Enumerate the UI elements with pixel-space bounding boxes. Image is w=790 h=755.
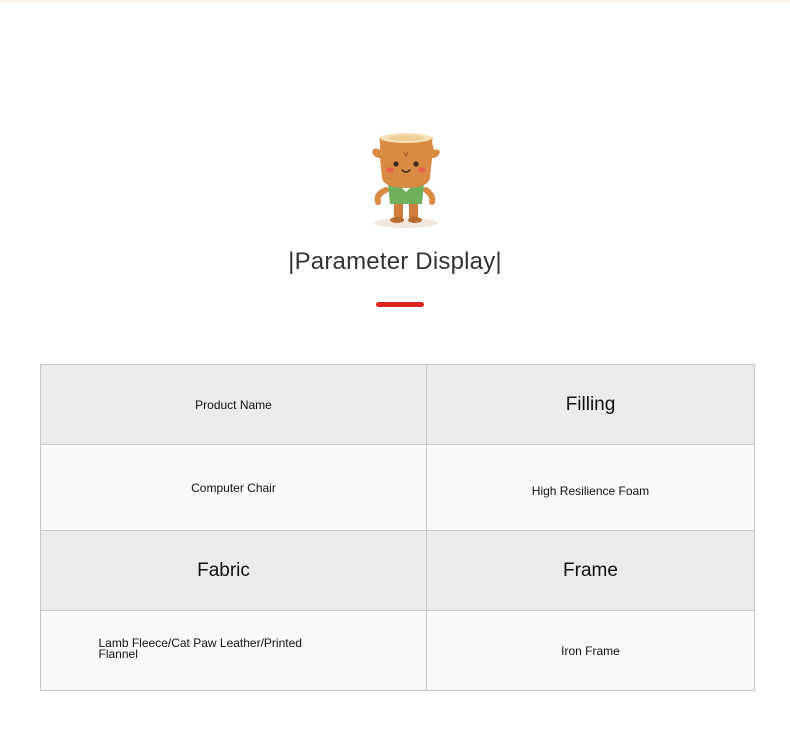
table-cell-filling-value: High Resilience Foam xyxy=(427,445,755,531)
table-cell-fabric-value xyxy=(41,611,427,691)
table-row xyxy=(41,445,755,531)
top-strip xyxy=(0,0,790,3)
table-cell-frame-label: Frame xyxy=(427,531,755,611)
table-row xyxy=(41,611,755,691)
fabric-value-text: Lamb Fleece/Cat Paw Leather/Printed Flannel xyxy=(98,636,302,661)
parameter-table xyxy=(40,364,755,691)
table-row xyxy=(41,365,755,445)
tree-stump-mascot-icon xyxy=(364,128,448,230)
table-cell-product-name-label: Product Name xyxy=(41,365,427,445)
table-row xyxy=(41,531,755,611)
table-cell-product-name-value: Computer Chair xyxy=(41,445,427,531)
table-cell-frame-value: Iron Frame xyxy=(427,611,755,691)
table-cell-fabric-label: Fabric xyxy=(41,531,427,611)
page-title: |Parameter Display| xyxy=(288,248,502,275)
title-underline xyxy=(376,302,424,307)
table-cell-filling-label: Filling xyxy=(427,365,755,445)
